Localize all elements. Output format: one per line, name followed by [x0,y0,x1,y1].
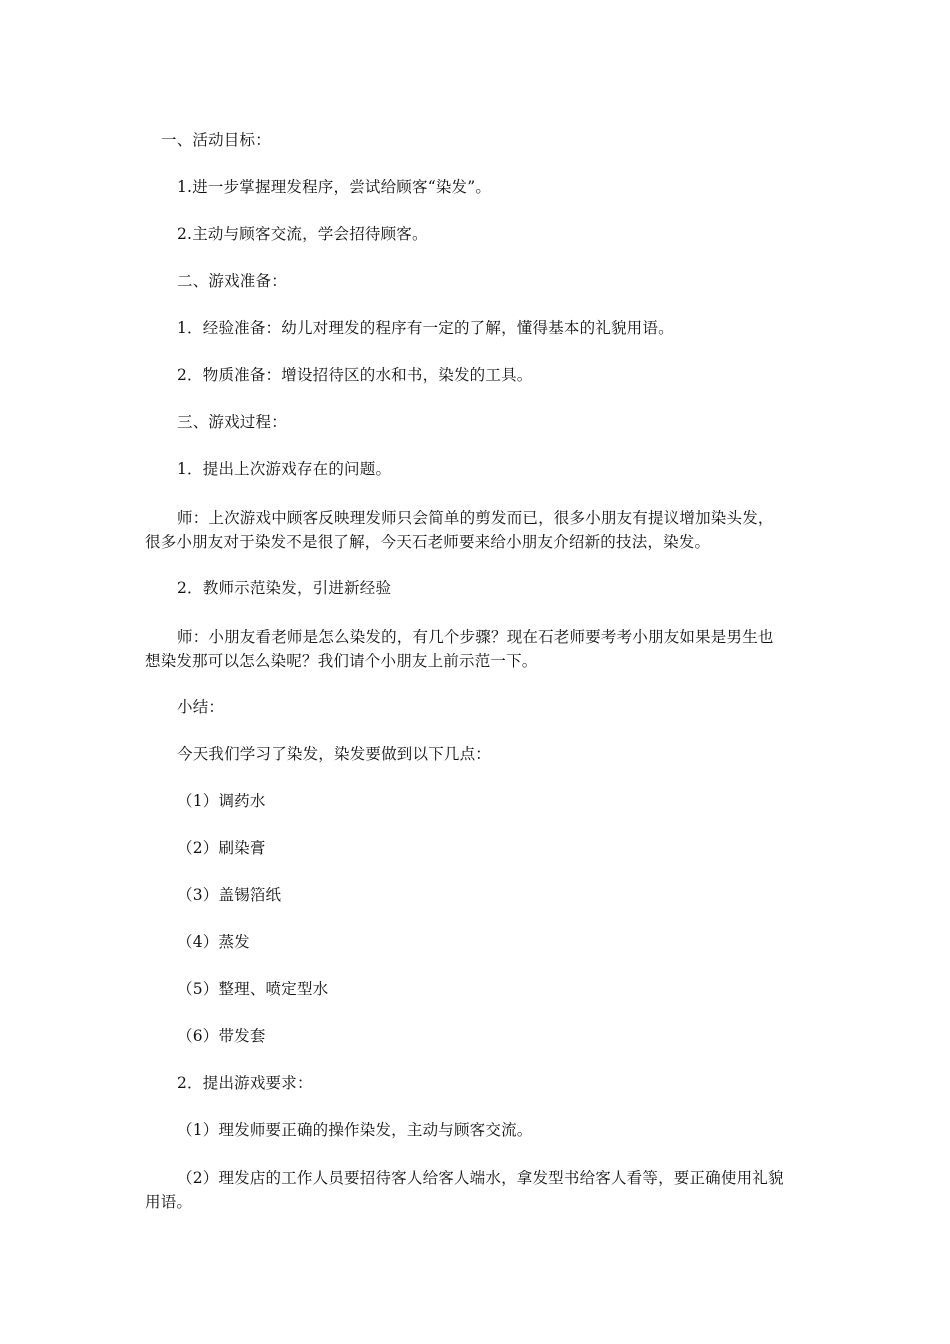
heading-game-process: 三、游戏过程： [177,413,287,431]
requirement-2-line-1: （2）理发店的工作人员要招待客人给客人端水，拿发型书给客人看等，要正确使用礼貌 [177,1169,784,1187]
game-requirements-heading: 2．提出游戏要求： [177,1074,313,1092]
step-5: （5）整理、喷定型水 [177,980,329,998]
prep-item-2: 2．物质准备：增设招待区的水和书，染发的工具。 [177,366,533,384]
requirement-1: （1）理发师要正确的操作染发，主动与顾客交流。 [177,1121,533,1139]
teacher-remark-2-line-1: 师：小朋友看老师是怎么染发的，有几个步骤？现在石老师要考考小朋友如果是男生也 [177,628,774,646]
teacher-remark-1-line-2: 很多小朋友对于染发不是很了解，今天石老师要来给小朋友介绍新的技法，染发。 [145,533,711,551]
summary-intro: 今天我们学习了染发，染发要做到以下几点： [177,745,492,763]
requirement-2-line-2: 用语。 [145,1193,193,1211]
step-2: （2）刷染膏 [177,839,266,857]
step-6: （6）带发套 [177,1027,266,1045]
teacher-remark-2-line-2: 想染发那可以怎么染呢？我们请个小朋友上前示范一下。 [145,652,538,670]
goal-item-1: 1.进一步掌握理发程序，尝试给顾客“染发”。 [177,178,492,196]
step-3: （3）盖锡箔纸 [177,886,282,904]
summary-heading: 小结： [177,698,225,716]
heading-activity-goals: 一、活动目标： [161,131,271,149]
heading-game-preparation: 二、游戏准备： [177,272,287,290]
process-item-2: 2．教师示范染发，引进新经验 [177,579,392,597]
goal-item-2: 2.主动与顾客交流，学会招待顾客。 [177,225,428,243]
teacher-remark-1-line-1: 师：上次游戏中顾客反映理发师只会简单的剪发而已，很多小朋友有提议增加染头发， [177,509,774,527]
step-1: （1）调药水 [177,792,266,810]
prep-item-1: 1．经验准备：幼儿对理发的程序有一定的了解，懂得基本的礼貌用语。 [177,319,674,337]
step-4: （4）蒸发 [177,933,250,951]
process-item-1: 1．提出上次游戏存在的问题。 [177,460,392,478]
